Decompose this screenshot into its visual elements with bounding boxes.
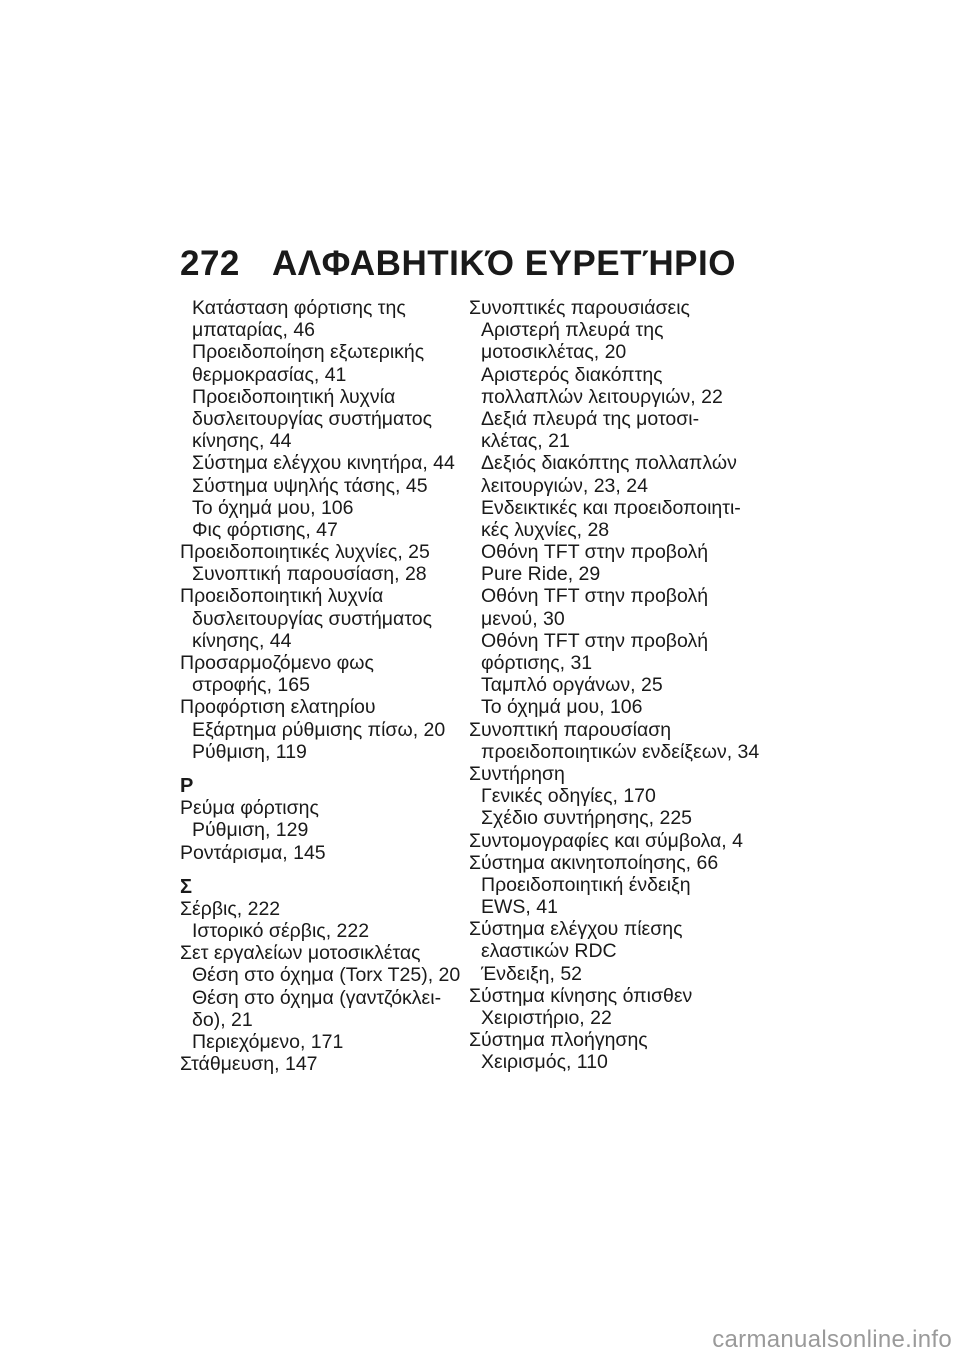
index-subentry: Ρύθμιση, 129 <box>192 819 309 842</box>
index-subentry: Χειριστήριο, 22 <box>481 1007 612 1029</box>
index-subentry: προειδοποιητικών ενδείξεων, 34 <box>481 740 760 763</box>
index-subentry: Θέση στο όχημα (Torx T25), 20 <box>192 964 461 987</box>
page-header <box>180 244 736 284</box>
index-column-left <box>180 297 462 1075</box>
index-subentry: Το όχημά μου, 106 <box>192 496 354 519</box>
index-subentry: Ιστορικό σέρβις, 222 <box>192 920 370 943</box>
index-subentry: Σύστημα υψηλής τάσης, 45 <box>192 474 428 497</box>
index-entry: Σύστημα ακινητοποίησης, 66 <box>469 851 719 874</box>
index-subentry: πολλαπλών λειτουργιών, 22 <box>481 385 723 408</box>
index-subentry: Προειδοποιητική ένδειξη <box>481 873 691 896</box>
index-subentry: δο), 21 <box>192 1008 253 1031</box>
index-entry: Προφόρτιση ελατηρίου <box>180 696 376 719</box>
index-subentry: EWS, 41 <box>481 896 558 919</box>
index-entry: Σύστημα πλοήγησης <box>469 1029 648 1052</box>
index-subentry: Ένδειξη, 52 <box>481 962 583 985</box>
index-subentry: Συνοπτική παρουσίαση, 28 <box>192 563 427 586</box>
index-section-letter: Ρ <box>180 774 194 797</box>
index-entry: Σετ εργαλείων μοτοσικλέτας <box>180 942 421 965</box>
index-subentry: δυσλειτουργίας συστήματος <box>192 407 432 430</box>
index-subentry: Προειδοποίηση εξωτερικής <box>192 341 425 364</box>
index-subentry: Σχέδιο συντήρησης, 225 <box>481 807 693 830</box>
index-subentry: κές λυχνίες, 28 <box>481 518 610 541</box>
index-entry: Προσαρμοζόμενο φως <box>180 652 374 674</box>
index-subentry: θερμοκρασίας, 41 <box>192 363 347 386</box>
index-subentry: Αριστερός διακόπτης <box>481 363 663 386</box>
index-subentry: λειτουργιών, 23, 24 <box>481 474 648 497</box>
index-entry: Σύστημα κίνησης όπισθεν <box>469 984 693 1007</box>
index-subentry: στροφής, 165 <box>192 674 310 697</box>
index-entry: Ροντάρισμα, 145 <box>180 841 326 864</box>
index-subentry: Ρύθμιση, 119 <box>192 740 307 763</box>
index-subentry: Οθόνη TFT στην προβολή <box>481 629 709 652</box>
page-number: 272 <box>180 244 240 283</box>
index-entry: Στάθμευση, 147 <box>180 1053 318 1076</box>
index-subentry: Δεξιός διακόπτης πολλαπλών <box>481 452 737 475</box>
index-subentry: κίνησης, 44 <box>192 629 292 652</box>
index-subentry: μενού, 30 <box>481 607 565 630</box>
index-subentry: Το όχημά μου, 106 <box>481 696 643 719</box>
watermark-text: carmanualsonline.info <box>712 1326 952 1353</box>
index-subentry: δυσλειτουργίας συστήματος <box>192 607 432 630</box>
index-entry: Συνοπτικές παρουσιάσεις <box>469 297 690 319</box>
index-subentry: Αριστερή πλευρά της <box>481 319 664 342</box>
index-subentry: Περιεχόμενο, 171 <box>192 1031 344 1053</box>
index-subentry: Θέση στο όχημα (γαντζόκλει- <box>192 986 442 1009</box>
index-subentry: Ταμπλό οργάνων, 25 <box>481 674 663 697</box>
index-entry: Συντήρηση <box>469 762 565 785</box>
index-column-right <box>469 297 759 1074</box>
index-entry: Συνοπτική παρουσίαση <box>469 718 672 741</box>
index-subentry: Φις φόρτισης, 47 <box>192 518 338 541</box>
index-subentry: φόρτισης, 31 <box>481 652 593 674</box>
index-subentry: μοτοσικλέτας, 20 <box>481 341 627 364</box>
index-subentry: Δεξιά πλευρά της μοτοσι- <box>481 407 700 430</box>
index-entry: Σέρβις, 222 <box>180 897 281 920</box>
index-subentry: Οθόνη TFT στην προβολή <box>481 585 709 608</box>
index-entry: Προειδοποιητική λυχνία <box>180 585 384 608</box>
index-section-letter: Σ <box>180 875 193 898</box>
index-subentry: Οθόνη TFT στην προβολή <box>481 541 709 564</box>
index-subentry: ελαστικών RDC <box>481 940 617 963</box>
index-subentry: Σύστημα ελέγχου κινητήρα, 44 <box>192 452 455 475</box>
page-title: ΑΛΦΑΒΗΤΙΚΌ ΕΥΡΕΤΉΡΙΟ <box>272 244 736 283</box>
index-entry: Ρεύμα φόρτισης <box>180 797 319 820</box>
index-entry: Συντομογραφίες και σύμβολα, 4 <box>469 829 743 852</box>
index-subentry: Pure Ride, 29 <box>481 563 601 586</box>
index-subentry: κλέτας, 21 <box>481 430 570 453</box>
index-subentry: Ενδεικτικές και προειδοποιητι- <box>481 496 741 519</box>
index-subentry: κίνησης, 44 <box>192 430 292 453</box>
index-entry: Σύστημα ελέγχου πίεσης <box>469 918 683 941</box>
index-entry: Προειδοποιητικές λυχνίες, 25 <box>180 541 430 564</box>
index-subentry: Κατάσταση φόρτισης της <box>192 297 406 319</box>
index-subentry: Γενικές οδηγίες, 170 <box>481 785 656 808</box>
index-subentry: Χειρισμός, 110 <box>481 1051 608 1074</box>
index-subentry: μπαταρίας, 46 <box>192 319 316 342</box>
index-subentry: Εξάρτημα ρύθμισης πίσω, 20 <box>192 718 446 741</box>
index-subentry: Προειδοποιητική λυχνία <box>192 385 396 408</box>
